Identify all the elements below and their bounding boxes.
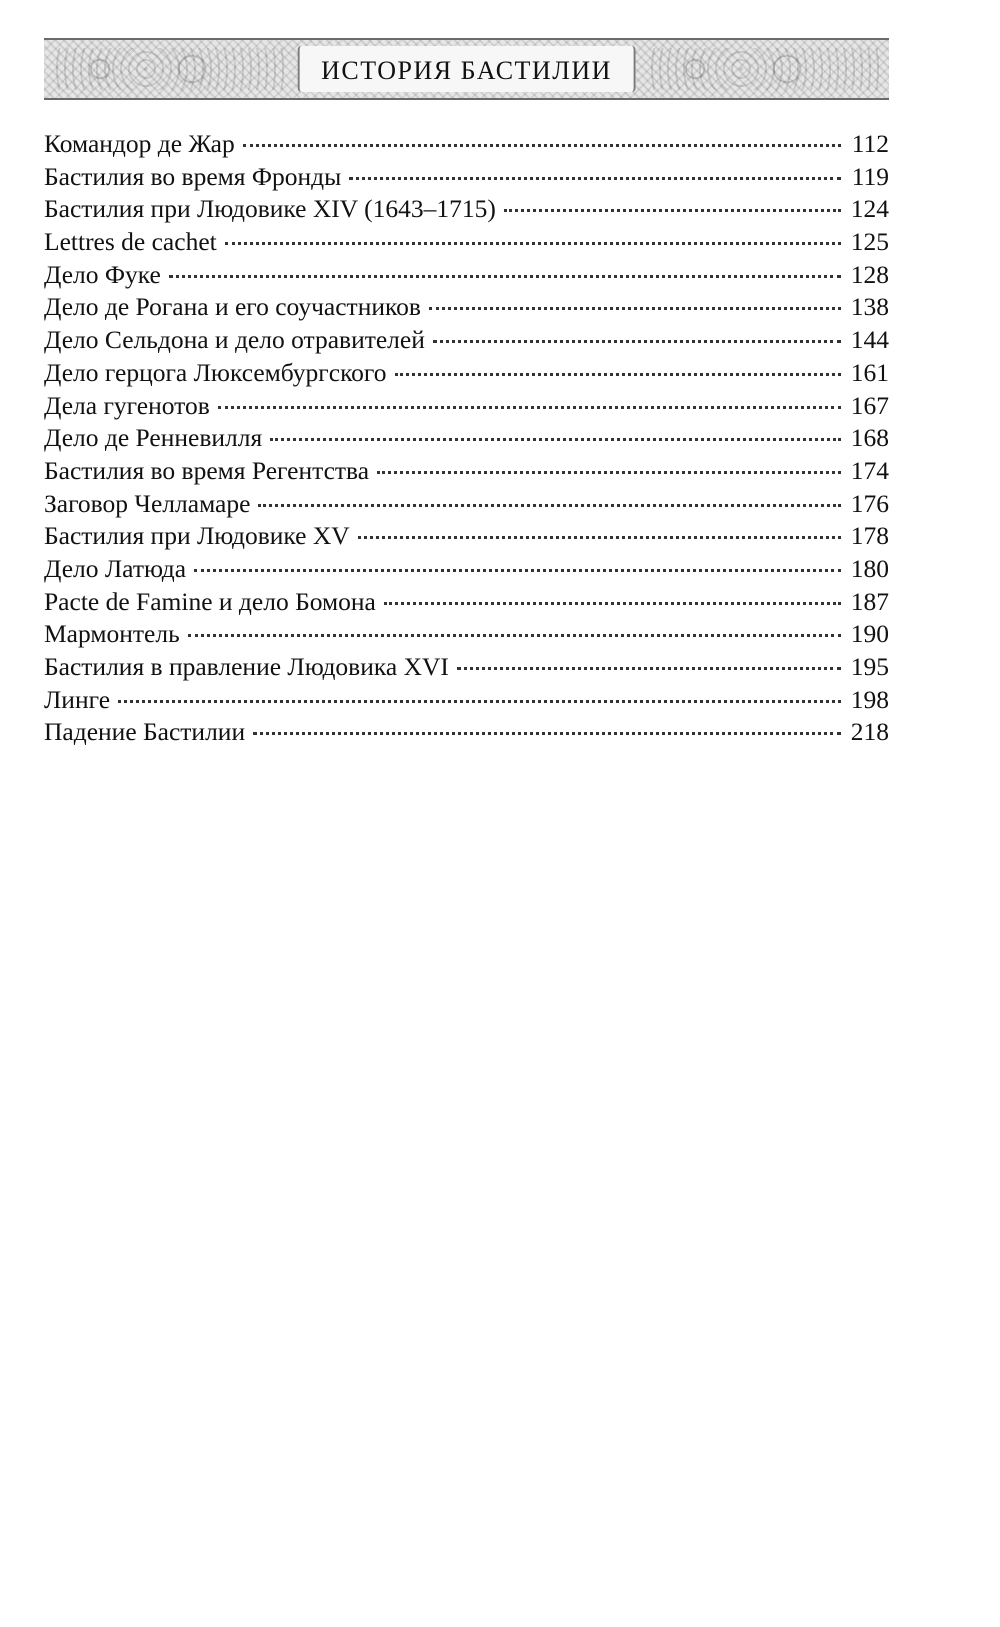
- dot-leader: [243, 144, 841, 147]
- dot-leader: [253, 732, 841, 735]
- toc-entry-page: 176: [850, 488, 889, 518]
- toc-entry: [44, 161, 889, 194]
- toc-entry: [44, 259, 889, 292]
- toc-entry-title: Дело Латюда: [44, 553, 187, 583]
- toc-entry-title: Дело де Ренневилля: [44, 423, 263, 453]
- toc-entry-title: Бастилия при Людовике XV: [44, 521, 350, 551]
- toc-entry: [44, 291, 889, 324]
- toc-entry: [44, 422, 889, 455]
- toc-entry-page: 198: [850, 684, 889, 714]
- toc-entry-page: 112: [851, 129, 889, 158]
- toc-entry: [44, 357, 889, 390]
- dot-leader: [504, 209, 841, 212]
- toc-entry-page: 138: [850, 292, 889, 322]
- toc-entry-title: Бастилия в правление Людовика XVI: [44, 652, 449, 681]
- toc-entry: [44, 226, 889, 259]
- toc-entry-page: 124: [850, 194, 889, 224]
- dot-leader: [258, 504, 841, 507]
- toc-entry: [44, 553, 889, 586]
- toc-entry-page: 187: [850, 586, 889, 616]
- dot-leader: [433, 340, 841, 343]
- dot-leader: [270, 438, 841, 441]
- toc-entry: [44, 324, 889, 357]
- toc-entry-title: Дело де Рогана и его соучастников: [44, 292, 421, 322]
- toc-entry-page: 178: [850, 521, 889, 551]
- toc-entry-title: Бастилия во время Регентства: [44, 455, 370, 485]
- toc-entry-page: 144: [850, 325, 889, 355]
- toc-entry-page: 190: [850, 619, 889, 649]
- toc-entry-title: Бастилия при Людовике XIV (1643–1715): [44, 194, 496, 224]
- toc-entry-title: Дело Сельдона и дело отравителей: [44, 325, 425, 355]
- toc-entry-page: 161: [850, 357, 889, 387]
- toc-entry: [44, 128, 889, 161]
- toc-entry-title: Заговор Челламаре: [44, 488, 251, 518]
- toc-entry-page: 195: [850, 652, 889, 681]
- toc-entry-page: 128: [850, 259, 889, 289]
- toc-entry-title: Мармонтель: [44, 619, 180, 649]
- dot-leader: [395, 373, 842, 376]
- toc-entry-title: Линге: [44, 684, 111, 714]
- toc-entry: [44, 618, 889, 651]
- toc-entry-title: Командор де Жар: [44, 129, 235, 158]
- toc-entry-title: Дела гугенотов: [44, 390, 210, 420]
- toc-entry: [44, 455, 889, 488]
- toc-entry-page: 119: [851, 161, 889, 191]
- toc-entry-title: Падение Бастилии: [44, 717, 246, 747]
- toc-entry-title: Дело Фуке: [44, 259, 161, 289]
- toc-entry: [44, 193, 889, 226]
- dot-leader: [218, 406, 841, 409]
- toc-entry: [44, 651, 889, 684]
- dot-leader: [169, 275, 841, 278]
- toc-entry: [44, 586, 889, 619]
- toc-entry-page: 168: [850, 423, 889, 453]
- dot-leader: [377, 471, 841, 474]
- toc-entry: [44, 390, 889, 423]
- running-header-title: ИСТОРИЯ БАСТИЛИИ: [297, 46, 636, 92]
- toc-entry-page: 174: [850, 455, 889, 485]
- dot-leader: [349, 177, 841, 180]
- dot-leader: [194, 569, 841, 572]
- toc-entry-page: 180: [850, 553, 889, 583]
- dot-leader: [188, 634, 841, 637]
- dot-leader: [429, 307, 841, 310]
- toc-entry-page: 218: [850, 717, 889, 747]
- toc-entry: [44, 716, 889, 749]
- toc-entry-page: 125: [850, 227, 889, 257]
- table-of-contents: [44, 128, 889, 749]
- dot-leader: [118, 700, 841, 703]
- toc-entry-title: Дело герцога Люксембургского: [44, 357, 387, 387]
- toc-entry-title: Pacte de Famine и дело Бомона: [44, 586, 376, 616]
- toc-entry: [44, 684, 889, 717]
- toc-entry-title: Бастилия во время Фронды: [44, 161, 342, 191]
- dot-leader: [457, 667, 841, 670]
- toc-entry-title: Lettres de cachet: [44, 227, 217, 257]
- running-header: [44, 38, 889, 100]
- toc-entry: [44, 488, 889, 521]
- dot-leader: [358, 536, 841, 539]
- dot-leader: [225, 242, 841, 245]
- toc-entry: [44, 520, 889, 553]
- toc-entry-page: 167: [850, 390, 889, 420]
- dot-leader: [384, 602, 841, 605]
